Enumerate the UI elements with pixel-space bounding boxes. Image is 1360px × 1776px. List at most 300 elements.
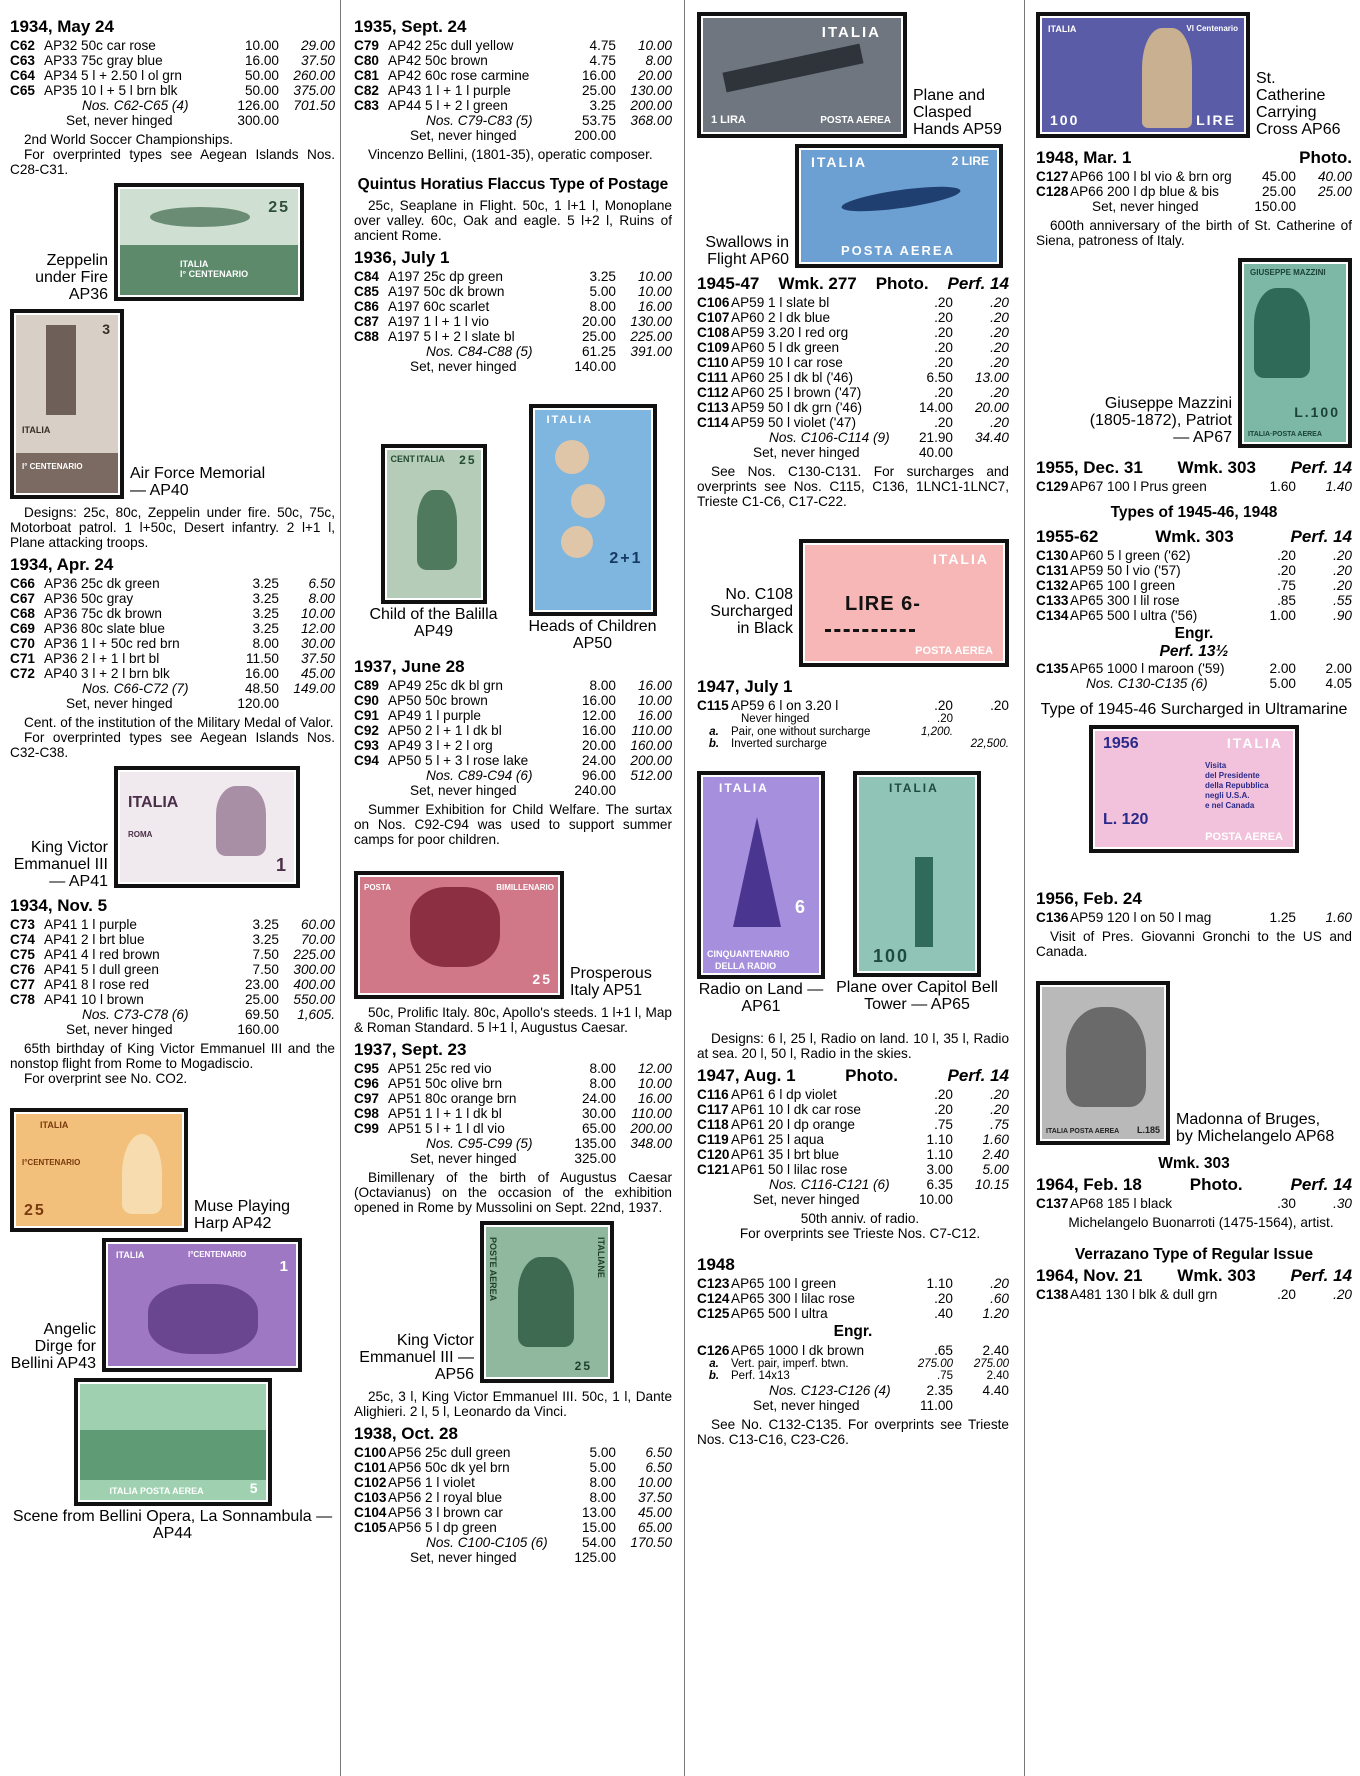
table-row: [697, 295, 1009, 310]
catalog-number: C124: [697, 1290, 730, 1306]
issue-notes: [1036, 929, 1352, 959]
price-unused: 2.00: [1269, 661, 1296, 676]
table-row: [10, 651, 335, 666]
stamp-text: ITALIA: [22, 425, 51, 435]
catalog-number: C112: [697, 385, 729, 400]
price-never-hinged: 160.00: [237, 1022, 279, 1037]
never-hinged-label: Set, never hinged: [753, 445, 860, 460]
price-used: 4.05: [1325, 676, 1352, 691]
stamp-description: AP65 100 l green: [731, 1275, 837, 1291]
stamp-caption: Child of the Balilla AP49: [369, 606, 498, 640]
catalog-number: C64: [10, 68, 35, 83]
designs-note: Designs: 6 l, 25 l, Radio on land. 10 l, 35 l, Radio at sea. 20 l, 50 l, Radio in the skies.: [697, 1030, 1009, 1061]
catalog-number: C130: [1036, 548, 1069, 563]
catalog-number: C65: [10, 83, 35, 98]
stamp-value: 6: [794, 896, 807, 917]
set-total-label: Nos. C62-C65 (4): [82, 98, 189, 113]
empty-cell: [616, 1550, 672, 1565]
table-row: [1036, 548, 1352, 563]
stamp-text: ITALIA: [889, 780, 939, 795]
column-4: [1036, 12, 1352, 1776]
stamp-value: 25: [574, 1359, 592, 1373]
table-row: [354, 269, 672, 284]
price-used: 275.00: [973, 1357, 1009, 1370]
column-divider: [684, 0, 685, 1776]
price-used: 2.40: [982, 1342, 1009, 1358]
stamp-description: AP65 500 l ultra: [731, 1305, 828, 1321]
price-used: 400.00: [293, 977, 335, 992]
price-unused: 14.00: [918, 400, 953, 415]
price-used: 10.00: [637, 269, 672, 284]
stamp-text: LIRE: [1196, 112, 1236, 128]
price-used: 1.40: [1325, 479, 1352, 494]
watermark-heading: Wmk. 303: [1158, 1155, 1230, 1172]
price-unused: 5.00: [589, 284, 616, 299]
table-row: [697, 445, 1009, 460]
stamp-caption: King Victor Emmanuel III — AP41: [13, 839, 108, 890]
stamp-description: AP36 80c slate blue: [44, 621, 165, 636]
catalog-number: C66: [10, 576, 35, 591]
stamp-description: AP51 50c olive brn: [388, 1076, 503, 1091]
table-row: [354, 1490, 672, 1505]
stamp-description: AP36 25c dk green: [44, 576, 160, 591]
note-paragraph: See Nos. C130-C131. For surcharges and overprints see Nos. C115, C136, 1LNC1-1LNC7, Trieste C1-C6, C17-C22.: [697, 464, 1009, 509]
stamp-image-c108: [799, 539, 1009, 667]
price-used: [953, 726, 1009, 739]
stamp-description: AP36 2 l + 1 l brt bl: [44, 651, 160, 666]
note-paragraph: Michelangelo Buonarroti (1475-1564), artist.: [1068, 1215, 1334, 1230]
stamp-text: CENT: [390, 454, 415, 464]
stamp-description: AP51 5 l + 1 l dl vio: [388, 1121, 505, 1136]
stamp-image-ap43: [102, 1238, 302, 1372]
price-unused: .20: [1277, 563, 1296, 578]
price-used: 368.00: [630, 113, 672, 128]
table-row: [697, 1398, 1009, 1413]
price-used: 2.40: [986, 1370, 1009, 1382]
note-paragraph: For overprinted types see Aegean Islands Nos. C28-C31.: [10, 147, 335, 177]
stamp-description: AP65 1000 l dk brown: [731, 1342, 865, 1358]
stamp-description: AP41 4 l red brown: [44, 947, 160, 962]
surcharge-value: L. 120: [1103, 811, 1149, 828]
set-total-label: Nos. C89-C94 (6): [426, 768, 533, 783]
catalog-number: C80: [354, 53, 379, 68]
price-used: .20: [1333, 563, 1352, 578]
price-used: 110.00: [631, 1106, 672, 1121]
price-unused: 8.00: [589, 299, 616, 314]
price-unused: 1.25: [1269, 910, 1296, 925]
stamp-description: AP56 1 l violet: [388, 1475, 475, 1490]
catalog-number: C91: [354, 708, 379, 723]
price-used: 10.00: [637, 1475, 672, 1490]
price-never-hinged: 150.00: [1254, 199, 1296, 214]
catalog-number: C63: [10, 53, 35, 68]
table-row: [354, 113, 672, 128]
set-total-label: Nos. C73-C78 (6): [82, 1007, 189, 1022]
stamp-image-ap36: [114, 183, 304, 301]
designs-note: 25c, 3 l, King Victor Emmanuel III. 50c, 1 l, Dante Alighieri. 2 l, 5 l, Leonardo da Vinci.: [354, 1389, 672, 1419]
stamp-art: [360, 877, 558, 993]
stamp-description: AP59 50 l dk grn ('46): [731, 400, 863, 415]
stamp-description: AP66 100 l bl vio & brn org: [1070, 169, 1232, 184]
issue-notes: [1036, 218, 1352, 248]
stamp-image-ap59: [697, 12, 907, 138]
price-unused: .20: [934, 1290, 953, 1306]
table-row: [354, 344, 672, 359]
stamp-image-ap51: [354, 871, 564, 999]
catalog-number: C114: [697, 415, 729, 430]
note-paragraph: 65th birthday of King Victor Emmanuel III and the nonstop flight from Rome to Mogadiscio.: [10, 1041, 335, 1071]
stamp-description: AP56 5 l dp green: [388, 1520, 497, 1535]
never-hinged-label: Set, never hinged: [66, 696, 173, 711]
price-used: 8.00: [645, 53, 672, 68]
price-used: 130.00: [630, 83, 672, 98]
surcharge-text: della Repubblica: [1205, 781, 1269, 790]
price-unused: 5.00: [1269, 676, 1296, 691]
stamp-description: AP67 100 l Prus green: [1070, 479, 1207, 494]
catalog-number: C134: [1036, 608, 1069, 623]
table-row: [10, 917, 335, 932]
table-row: [354, 1091, 672, 1106]
stamp-image-ap65: [853, 771, 981, 977]
price-used: .20: [990, 340, 1009, 355]
stamp-text: I°CENTENARIO: [22, 1158, 81, 1167]
price-unused: 8.00: [589, 1061, 616, 1076]
catalog-number: C109: [697, 340, 730, 355]
stamp-description: AP59 120 l on 50 l mag: [1070, 910, 1212, 925]
stamp-description: AP56 2 l royal blue: [388, 1490, 503, 1505]
price-unused: 1,200.: [921, 725, 953, 738]
stamp-description: AP50 50c brown: [388, 693, 488, 708]
price-never-hinged: 125.00: [574, 1550, 616, 1565]
table-row: [354, 128, 672, 143]
price-used: 200.00: [630, 753, 672, 768]
price-unused: 23.00: [244, 977, 279, 992]
empty-cell: [354, 1535, 388, 1550]
price-unused: .75: [934, 1116, 953, 1132]
figure-ap51: [354, 871, 672, 999]
price-used: 200.00: [630, 1121, 672, 1136]
column-divider: [1024, 0, 1025, 1776]
empty-cell: [354, 1136, 388, 1151]
catalog-number: C118: [697, 1116, 729, 1132]
column-2: [354, 12, 672, 1776]
price-unused: 13.00: [581, 1505, 616, 1520]
issue-notes: [10, 715, 335, 760]
price-used: 130.00: [630, 314, 672, 329]
surcharge-text: Visita: [1205, 761, 1227, 770]
table-row: [354, 1475, 672, 1490]
price-never-hinged: 120.00: [237, 696, 279, 711]
stamp-description: AP41 10 l brown: [44, 992, 144, 1007]
figure-ap49: [354, 444, 513, 640]
stamp-table: [1036, 910, 1352, 925]
price-never-hinged: 11.00: [919, 1397, 953, 1413]
figure-ap67: [1036, 258, 1352, 448]
catalog-number: C73: [10, 917, 35, 932]
stamp-art: [108, 1244, 296, 1366]
stamp-text: ITALIA POSTA AEREA: [1046, 1128, 1120, 1135]
price-unused: 6.35: [926, 1176, 953, 1192]
bell-tower-shape: [915, 857, 933, 947]
table-row: [697, 1291, 1009, 1306]
table-row: [1036, 608, 1352, 623]
never-hinged-label: Set, never hinged: [410, 783, 517, 798]
stamp-art: [16, 1114, 182, 1226]
stamp-text: ITALIANE: [596, 1237, 606, 1278]
table-row: [10, 962, 335, 977]
stamp-text: POSTA AEREA: [1205, 831, 1283, 843]
price-unused: .20: [934, 1101, 953, 1117]
stamp-description: AP59 10 l car rose: [731, 355, 843, 370]
stamp-table: [697, 1343, 1009, 1413]
catalog-number: C132: [1036, 578, 1069, 593]
table-row: [697, 1132, 1009, 1147]
never-hinged-label: Never hinged: [741, 713, 810, 725]
figure-ap66: [1036, 12, 1352, 138]
stamp-description: AP60 5 l green ('62): [1070, 548, 1191, 563]
table-row: [697, 1087, 1009, 1102]
issue-notes: [697, 1417, 1009, 1447]
surcharge-text: del Presidente: [1205, 771, 1260, 780]
catalog-number: C105: [354, 1520, 387, 1535]
price-used: 37.50: [300, 651, 335, 666]
stamp-description: A197 5 l + 2 l slate bl: [388, 329, 515, 344]
price-used: 348.00: [630, 1136, 672, 1151]
stamp-caption: Plane and Clasped Hands AP59: [913, 87, 1002, 138]
stamp-description: AP35 10 l + 5 l brn blk: [44, 83, 178, 98]
catalog-number: C115: [697, 698, 729, 713]
catalog-number: C85: [354, 284, 379, 299]
table-row: [354, 359, 672, 374]
table-row: [354, 329, 672, 344]
note-paragraph: For overprinted types see Aegean Islands Nos. C32-C38.: [10, 730, 335, 760]
price-used: 16.00: [637, 708, 672, 723]
table-row: [697, 713, 1009, 726]
stamp-image-ap44: [74, 1378, 272, 1506]
price-unused: 25.00: [581, 83, 616, 98]
table-row: [354, 723, 672, 738]
never-hinged-label: Set, never hinged: [753, 1191, 860, 1207]
stamp-art: [703, 777, 819, 973]
table-row: [697, 310, 1009, 325]
section-heading: Types of 1945-46, 1948: [1110, 504, 1278, 521]
price-unused: .65: [934, 1342, 953, 1358]
table-row: [354, 68, 672, 83]
stamp-art: [703, 18, 901, 132]
figure-ap50: [513, 404, 672, 652]
stamp-description: AP68 185 l black: [1070, 1196, 1173, 1211]
never-hinged-label: Set, never hinged: [1092, 199, 1199, 214]
price-unused: 50.00: [244, 83, 279, 98]
statue-shape: [46, 325, 76, 415]
catalog-number: C95: [354, 1061, 379, 1076]
table-row: [354, 1121, 672, 1136]
price-never-hinged: 325.00: [574, 1151, 616, 1166]
price-used: 225.00: [630, 329, 672, 344]
section-heading: Verrazano Type of Regular Issue: [1074, 1246, 1314, 1263]
issue-notes: [354, 1170, 672, 1215]
price-used: 1.20: [982, 1305, 1009, 1321]
empty-cell: [354, 359, 388, 374]
price-unused: 45.00: [1261, 169, 1296, 184]
price-unused: 20.00: [581, 738, 616, 753]
section-note: 25c, Seaplane in Flight. 50c, 1 l+1 l, Monoplane over valley. 60c, Oak and eagle. 5 l+2 l, Ruins of ancient Rome.: [354, 198, 672, 243]
figure-pair-ap61-ap65: [697, 771, 1009, 1015]
stamp-image-ap66: [1036, 12, 1250, 138]
catalog-number: C69: [10, 621, 35, 636]
price-used: .20: [1333, 578, 1352, 593]
catalog-number: C106: [697, 295, 730, 310]
price-unused: 1.60: [1269, 479, 1296, 494]
figure-1956: [1036, 725, 1352, 853]
table-row: [354, 708, 672, 723]
table-row: [10, 38, 335, 53]
price-used: 16.00: [637, 678, 672, 693]
catalog-number: C127: [1036, 169, 1069, 184]
price-used: 2.00: [1325, 661, 1352, 676]
empty-cell: [953, 445, 1009, 460]
stamp-table: [697, 1087, 1009, 1207]
figure-ap44: [10, 1378, 335, 1506]
stamp-description: AP50 2 l + 1 l dk bl: [388, 723, 502, 738]
catalog-number: C67: [10, 591, 35, 606]
stamp-description: AP60 25 l dk bl ('46): [731, 370, 854, 385]
note-paragraph: 50th anniv. of radio.: [800, 1210, 920, 1226]
price-unused: .75: [937, 1370, 953, 1382]
stamp-description: AP65 100 l green: [1070, 578, 1176, 593]
price-used: 45.00: [300, 666, 335, 681]
plane-shape: [722, 44, 863, 93]
never-hinged-label: Set, never hinged: [410, 1550, 517, 1565]
stamp-text: ITALIA: [40, 1120, 69, 1130]
stamp-text: POSTE AEREA: [488, 1237, 498, 1302]
price-never-hinged: 140.00: [574, 359, 616, 374]
empty-cell: [354, 768, 388, 783]
catalog-number: C78: [10, 992, 35, 1007]
table-row: [10, 932, 335, 947]
stamp-art: [1042, 18, 1244, 132]
stamp-caption: Plane over Capitol Bell Tower — AP65: [836, 978, 998, 1013]
figure-pair-ap49-ap50: [354, 404, 672, 652]
price-unused: 3.25: [252, 932, 279, 947]
price-used: 170.50: [630, 1535, 672, 1550]
catalog-number: C123: [697, 1275, 730, 1291]
variety-description: Perf. 14x13: [731, 1370, 790, 1382]
price-used: 16.00: [637, 299, 672, 314]
price-unused: 8.00: [252, 636, 279, 651]
table-row: [10, 992, 335, 1007]
stamp-value: 5: [249, 1480, 260, 1496]
stamp-description: AP41 5 l dull green: [44, 962, 159, 977]
table-row: [354, 1520, 672, 1535]
stamp-description: A197 50c dk brown: [388, 284, 505, 299]
stamp-description: A481 130 l blk & dull grn: [1070, 1287, 1218, 1302]
stamp-value: 1: [279, 1258, 290, 1275]
set-total-label: Nos. C123-C126 (4): [769, 1382, 891, 1398]
table-row: [697, 1306, 1009, 1321]
table-row: [697, 1162, 1009, 1177]
engraved-heading: Engr.: [1174, 625, 1214, 642]
stamp-caption: No. C108 Surcharged in Black: [710, 586, 793, 637]
empty-cell: [354, 1550, 388, 1565]
stamp-caption: Muse Playing Harp AP42: [194, 1198, 291, 1232]
issue-header: 1945-47 Wmk. 277 Photo. Perf. 14: [697, 274, 1009, 293]
price-unused: 61.25: [581, 344, 616, 359]
catalog-number: C135: [1036, 661, 1069, 676]
table-row: [10, 636, 335, 651]
designs-note: 50c, Prolific Italy. 80c, Apollo's steeds. 1 l+1 l, Map & Roman Standard. 5 l+1 l, Augustus Caesar.: [354, 1005, 672, 1035]
stamp-table: [1036, 661, 1352, 691]
table-row: [354, 1106, 672, 1121]
empty-cell: [697, 1192, 731, 1207]
stamp-caption: St. Catherine Carrying Cross AP66: [1256, 70, 1341, 138]
saint-shape: [1142, 28, 1192, 128]
stamp-table: [1036, 1196, 1352, 1211]
table-row: [354, 38, 672, 53]
figure-ap42: [10, 1108, 335, 1232]
price-unused: 16.00: [581, 723, 616, 738]
price-used: 2.40: [982, 1146, 1009, 1162]
catalog-number: C133: [1036, 593, 1069, 608]
never-hinged-label: Set, never hinged: [753, 1397, 860, 1413]
stamp-text: I°CENTENARIO: [188, 1250, 247, 1259]
empty-cell: [354, 128, 388, 143]
stamp-value: 2+1: [609, 550, 643, 567]
stamp-description: AP42 25c dull yellow: [388, 38, 514, 53]
catalog-number: C68: [10, 606, 35, 621]
table-row: [697, 1358, 1009, 1371]
stamp-text: VI Centenario: [1186, 24, 1238, 33]
stamp-table: [1036, 548, 1352, 623]
stamp-value: L.185: [1136, 1125, 1160, 1135]
price-used: 10.00: [637, 38, 672, 53]
catalog-number: C97: [354, 1091, 379, 1106]
table-row: [1036, 910, 1352, 925]
stamp-description: AP61 50 l lilac rose: [731, 1161, 848, 1177]
price-unused: 25.00: [244, 992, 279, 1007]
catalog-number: C111: [697, 370, 728, 385]
madonna-shape: [1066, 1007, 1146, 1107]
price-unused: 21.90: [918, 430, 953, 445]
price-used: 512.00: [630, 768, 672, 783]
set-total-label: Nos. C116-C121 (6): [769, 1176, 890, 1192]
catalog-number: C113: [697, 400, 729, 415]
price-unused: .20: [934, 698, 953, 713]
stamp-table: [1036, 479, 1352, 494]
price-unused: 24.00: [581, 753, 616, 768]
stamp-art: [120, 772, 294, 882]
table-row: [1036, 676, 1352, 691]
price-never-hinged: .20: [937, 713, 953, 725]
issue-header: 1964, Nov. 21 Wmk. 303 Perf. 14: [1036, 1266, 1352, 1285]
table-row: [354, 1535, 672, 1550]
catalog-number: C131: [1036, 563, 1069, 578]
table-row: [697, 1117, 1009, 1132]
stamp-description: AP43 1 l + 1 l purple: [388, 83, 511, 98]
table-row: [354, 1445, 672, 1460]
portrait-shape: [1254, 288, 1310, 378]
stamp-value: L.100: [1294, 404, 1340, 420]
catalog-number: C136: [1036, 910, 1069, 925]
stamp-text: ITALIA POSTA AEREA: [109, 1486, 204, 1496]
stamp-table: [697, 1276, 1009, 1321]
price-used: 200.00: [630, 98, 672, 113]
stamp-description: AP44 5 l + 2 l green: [388, 98, 508, 113]
table-row: [1036, 593, 1352, 608]
price-used: 25.00: [1317, 184, 1352, 199]
catalog-number: C103: [354, 1490, 387, 1505]
issue-header: 1938, Oct. 28: [354, 1424, 458, 1443]
